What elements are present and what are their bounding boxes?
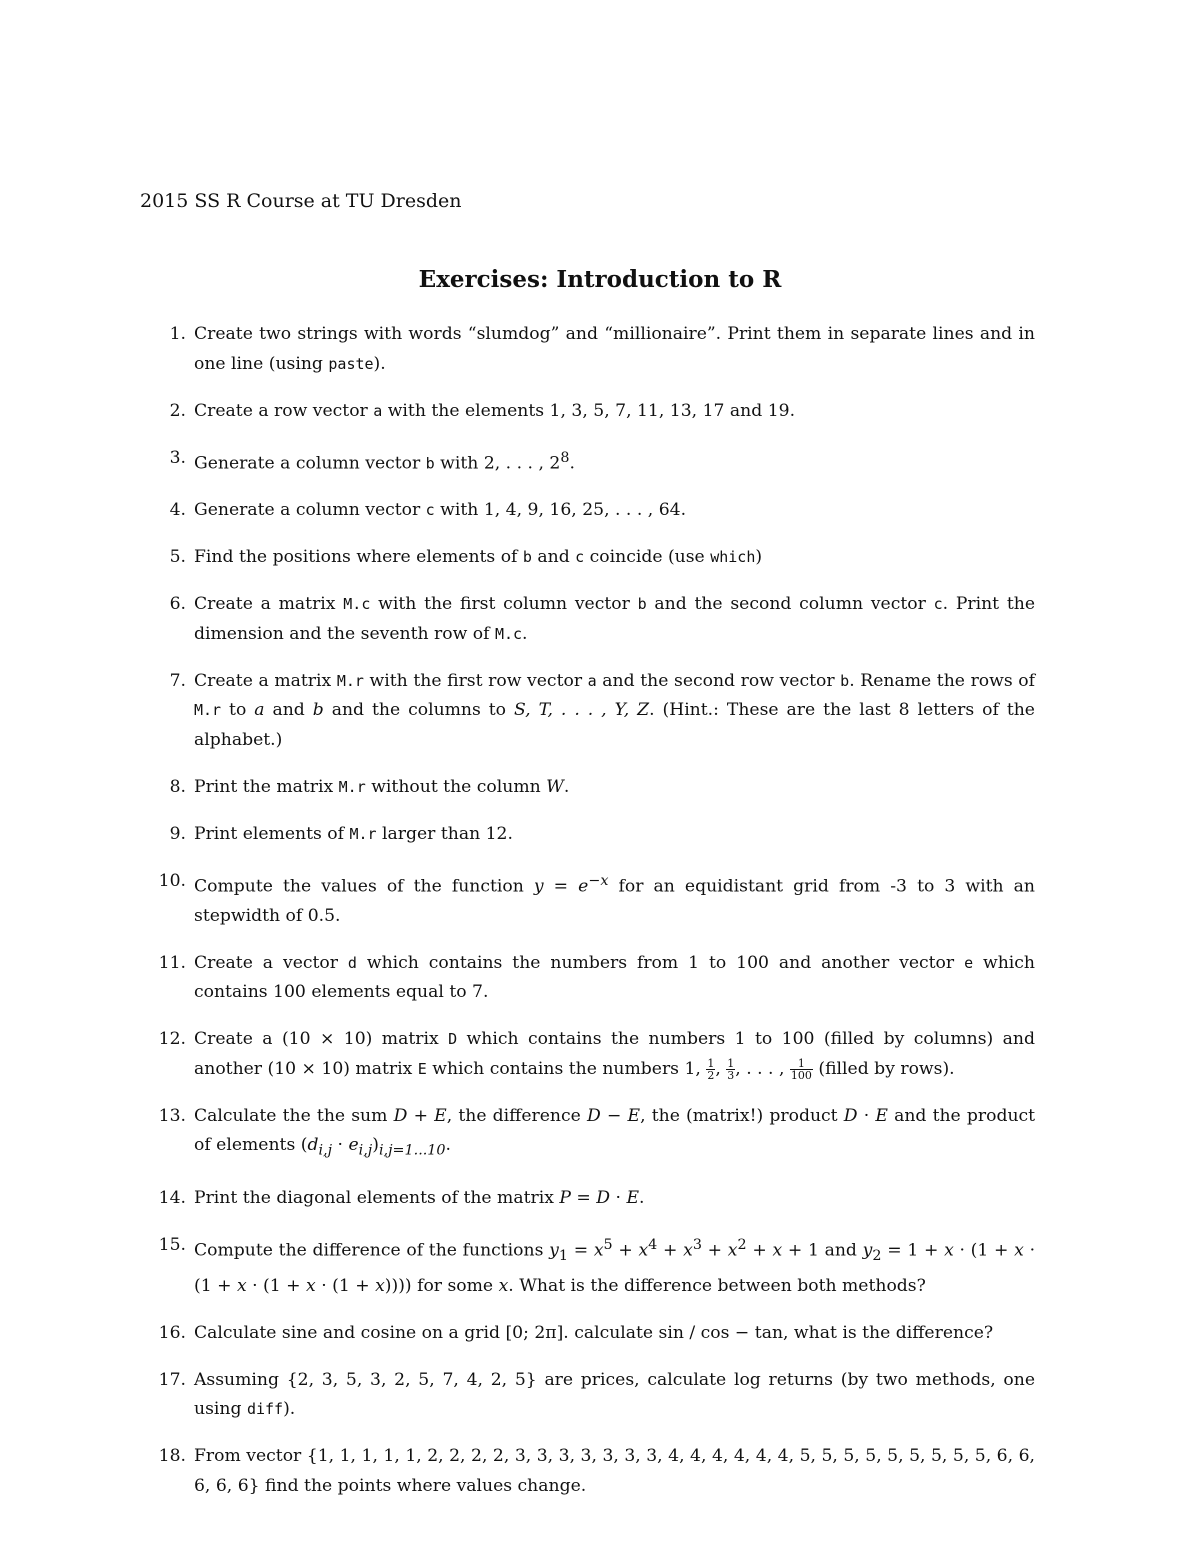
exercise-text: , the difference <box>446 1105 587 1126</box>
exercise-text: and the columns to <box>323 700 514 721</box>
exercise-text: D <box>843 1105 858 1126</box>
exercise-text: 8. <box>169 776 186 797</box>
exercise-text: b <box>522 548 532 567</box>
exercise-text: 1 <box>558 1248 568 1265</box>
exercise-text: x <box>1014 1240 1024 1261</box>
exercise-text: · (1 + <box>194 1240 1036 1296</box>
exercise-text: 3 <box>692 1236 702 1253</box>
exercise-text: Print the matrix <box>194 776 339 797</box>
exercise-text: e <box>348 1135 359 1156</box>
exercise-text: . Print the dimension and the seventh row of <box>194 594 1036 644</box>
exercise-text: ). <box>373 353 386 374</box>
exercise-text: paste <box>328 354 374 373</box>
exercise-text: with the first row vector <box>363 670 588 691</box>
exercise-text: y <box>862 1240 873 1261</box>
exercise-item <box>130 543 1035 573</box>
exercise-text: Compute the values of the function <box>194 876 534 897</box>
exercise-text: and the second row vector <box>596 670 841 691</box>
exercise-text: Compute the difference of the functions <box>194 1240 550 1261</box>
exercise-text: and the second column vector <box>646 594 934 615</box>
exercise-text: 9. <box>169 823 186 844</box>
exercise-text: with the first column vector <box>370 594 638 615</box>
exercise-text: with the elements 1, 3, 5, 7, 11, 13, 17 and 19. <box>382 400 796 421</box>
exercise-text: . Rename the rows of <box>849 670 1036 691</box>
exercise-text: 13. <box>158 1105 186 1126</box>
exercise-text: b <box>840 671 850 690</box>
exercise-text: + <box>746 1240 773 1261</box>
exercise-item <box>130 773 1035 803</box>
exercise-text: and <box>531 547 576 568</box>
exercise-text: i,j <box>318 1142 333 1159</box>
exercise-text: x <box>638 1240 649 1261</box>
exercise-text: a <box>587 671 597 690</box>
exercise-text: x <box>375 1275 385 1296</box>
exercise-text: = <box>570 1187 597 1208</box>
exercise-text: and <box>264 700 313 721</box>
exercise-text: e <box>964 953 974 972</box>
exercise-text: + <box>701 1240 728 1261</box>
exercise-text: D <box>596 1187 611 1208</box>
exercise-text: Find the positions where elements of <box>194 547 523 568</box>
exercise-text: c <box>425 501 435 520</box>
exercise-text: D <box>586 1105 601 1126</box>
exercise-text: Assuming {2, 3, 5, 3, 2, 5, 7, 4, 2, 5} are prices, calculate log returns (by two methods, one using <box>194 1369 1035 1420</box>
exercise-text: M.r <box>349 824 377 843</box>
exercise-text: E <box>417 1059 427 1078</box>
exercise-item <box>130 820 1035 850</box>
exercise-text: 3 <box>727 1068 735 1082</box>
exercise-text: 5 <box>603 1236 613 1253</box>
exercise-text: D <box>448 1030 458 1049</box>
exercise-text: 18. <box>158 1446 186 1467</box>
exercise-text: + <box>407 1105 435 1126</box>
exercise-text: Calculate sine and cosine on a grid [0; 2π]. calculate sin / cos − tan, what is the difference? <box>194 1322 994 1343</box>
exercise-text: . What is the difference between both methods? <box>508 1275 926 1296</box>
exercise-text: . (Hint.: These are the last 8 letters of the alphabet.) <box>194 700 1035 750</box>
exercise-item <box>130 1442 1035 1501</box>
exercise-text: 1 <box>727 1056 735 1070</box>
exercise-item <box>130 867 1035 932</box>
exercise-text: M.c <box>343 595 371 614</box>
exercise-text: M.c <box>494 624 523 643</box>
exercise-text: i,j=1...10 <box>378 1142 446 1159</box>
exercise-text: 2 <box>707 1068 715 1082</box>
exercise-item <box>130 1366 1035 1425</box>
exercise-item <box>130 1319 1035 1349</box>
exercise-text: 4. <box>169 500 186 521</box>
exercise-text: x <box>727 1240 738 1261</box>
exercise-text: 2 <box>872 1248 882 1265</box>
exercise-text: D <box>393 1105 408 1126</box>
exercise-item <box>130 1025 1035 1084</box>
exercise-text: Create a matrix <box>194 594 344 615</box>
exercise-text: · (1 + <box>246 1275 307 1296</box>
exercise-text: . <box>445 1135 452 1156</box>
exercise-text: c <box>575 548 585 567</box>
exercise-text: Calculate the the sum <box>194 1105 394 1126</box>
exercise-text: E <box>626 1187 640 1208</box>
exercise-text: 10. <box>158 870 186 891</box>
exercise-text: 17. <box>158 1369 186 1390</box>
exercise-text: x <box>944 1240 954 1261</box>
exercise-item <box>130 949 1035 1008</box>
exercise-text: (filled by rows). <box>812 1058 955 1079</box>
exercise-text: · (1 + <box>953 1240 1015 1261</box>
exercise-text: 7. <box>169 670 186 691</box>
exercise-item <box>130 444 1035 479</box>
exercise-text: and the product of elements ( <box>194 1105 1036 1156</box>
exercise-text: Print elements of <box>194 823 350 844</box>
exercise-text: Create a row vector <box>194 400 374 421</box>
exercise-text: x <box>683 1240 693 1261</box>
exercise-text: P <box>559 1187 571 1208</box>
exercise-text: with 1, 4, 9, 16, 25, . . . , 64. <box>434 500 687 521</box>
exercise-text: for an equidistant grid from -3 to 3 with an stepwidth of 0.5. <box>194 876 1035 926</box>
exercise-text: . <box>569 453 575 474</box>
exercise-text: x <box>593 1240 604 1261</box>
exercise-text: − <box>600 1105 628 1126</box>
exercise-text: , <box>715 1058 727 1079</box>
exercise-text: ). <box>283 1399 296 1420</box>
exercise-text: Create a (10 × 10) matrix <box>194 1029 449 1050</box>
exercise-text: S, T, . . . , Y, Z <box>513 700 650 721</box>
exercise-text: Create two strings with words “slumdog” and “millionaire”. Print them in separate lines and in one line (using <box>194 324 1035 374</box>
exercise-text: = 1 + <box>881 1240 945 1261</box>
exercise-text: · <box>857 1105 876 1126</box>
exercise-item <box>130 1102 1035 1166</box>
exercise-text: without the column <box>365 776 547 797</box>
exercise-text: which <box>710 548 756 567</box>
exercise-text: with 2, . . . , 2 <box>434 453 561 474</box>
exercise-text: 12. <box>158 1029 186 1050</box>
exercise-text: M.r <box>338 777 366 796</box>
exercise-text: , . . . , <box>735 1058 790 1079</box>
exercise-text: larger than 12. <box>376 823 513 844</box>
exercise-text: e <box>578 876 589 897</box>
exercise-text: . <box>563 776 570 797</box>
exercise-text: E <box>875 1105 888 1126</box>
exercise-text: c <box>933 595 943 614</box>
exercise-text: + 1 and <box>782 1240 863 1261</box>
exercise-text: + <box>657 1240 684 1261</box>
exercise-text: W <box>546 776 564 797</box>
course-header: 2015 SS R Course at TU Dresden <box>140 190 462 212</box>
page-title: Exercises: Introduction to R <box>418 266 782 293</box>
exercise-text: 3. <box>169 447 186 468</box>
exercise-text: Create a vector <box>194 952 348 973</box>
exercise-text: 15. <box>158 1234 186 1255</box>
exercise-text: which contains 100 elements equal to 7. <box>194 952 1036 1003</box>
exercise-text: ) <box>755 547 763 568</box>
fraction <box>790 1058 813 1081</box>
exercise-text: . <box>522 623 528 644</box>
exercise-text: which contains the numbers 1, <box>426 1058 707 1079</box>
exercise-item <box>130 590 1035 649</box>
exercise-item <box>130 397 1035 427</box>
exercise-text: . <box>639 1187 645 1208</box>
exercise-text: d <box>347 953 357 972</box>
exercise-item <box>130 496 1035 526</box>
exercise-text: 2 <box>737 1236 747 1253</box>
exercise-text: −x <box>588 872 609 889</box>
exercise-text: diff <box>246 1400 284 1419</box>
exercise-text: 5. <box>169 547 186 568</box>
exercise-text: Generate a column vector <box>194 500 426 521</box>
exercise-text: y <box>549 1240 559 1261</box>
exercise-text: 1. <box>169 324 186 344</box>
exercise-text: x <box>772 1240 783 1261</box>
exercise-text: 1 <box>797 1056 805 1070</box>
exercise-text: b <box>425 454 435 473</box>
exercise-text: 14. <box>158 1187 186 1208</box>
exercise-text: which contains the numbers from 1 to 100 and another vector <box>356 952 965 973</box>
exercise-text: , the (matrix!) product <box>640 1105 844 1126</box>
exercise-text: ) <box>372 1135 379 1156</box>
fraction <box>706 1058 715 1081</box>
exercise-text: Print the diagonal elements of the matrix <box>194 1187 560 1208</box>
exercise-text: b <box>637 595 647 614</box>
exercise-text: a <box>373 401 383 420</box>
exercise-text: 6. <box>169 594 186 615</box>
exercise-text: x <box>498 1275 509 1296</box>
exercise-text: 11. <box>158 952 186 973</box>
exercise-item <box>130 320 1035 379</box>
exercise-text: E <box>627 1105 641 1126</box>
exercise-text: 1 <box>707 1056 715 1070</box>
exercise-text: d <box>307 1135 319 1156</box>
exercise-text: 2. <box>169 400 186 421</box>
exercise-text: to <box>221 700 255 721</box>
exercise-text: 4 <box>648 1236 658 1253</box>
exercise-text: M.r <box>336 671 364 690</box>
exercise-text: From vector {1, 1, 1, 1, 1, 2, 2, 2, 2, 3, 3, 3, 3, 3, 3, 3, 4, 4, 4, 4, 4, 4, 5, 5, 5, 5, 5, 5, 5, 5, 5, 6, 6, 6, 6, 6} find the points where values change. <box>194 1446 1035 1496</box>
exercise-text: which contains the numbers 1 to 100 (filled by columns) and another (10 × 10) matrix <box>194 1029 1035 1079</box>
exercise-text: · <box>610 1187 627 1208</box>
exercise-text: 16. <box>158 1322 186 1343</box>
exercise-text: · <box>332 1135 349 1156</box>
exercise-text: a <box>254 700 265 721</box>
exercise-text: coincide (use <box>584 547 711 568</box>
exercise-text: = <box>567 1240 594 1261</box>
exercise-item <box>130 1184 1035 1214</box>
exercise-text: = <box>543 876 579 897</box>
exercise-text: + <box>612 1240 639 1261</box>
exercise-text: )))) for some <box>384 1275 499 1296</box>
exercise-text: b <box>312 700 324 721</box>
exercise-item <box>130 1231 1035 1301</box>
exercise-text: M.r <box>194 701 222 720</box>
fraction <box>726 1058 735 1081</box>
exercise-text: i,j <box>358 1142 373 1159</box>
exercise-text: x <box>306 1275 316 1296</box>
exercise-text: x <box>236 1275 247 1296</box>
exercise-text: Generate a column vector <box>194 453 426 474</box>
exercise-text: E <box>434 1105 447 1126</box>
exercise-text: Create a matrix <box>194 670 337 691</box>
exercise-list <box>130 320 1035 1519</box>
exercise-item <box>130 667 1035 756</box>
exercise-text: · (1 + <box>315 1275 376 1296</box>
exercise-text: 8 <box>560 449 570 466</box>
exercise-text: 100 <box>790 1068 812 1082</box>
exercise-text: y <box>533 876 544 897</box>
